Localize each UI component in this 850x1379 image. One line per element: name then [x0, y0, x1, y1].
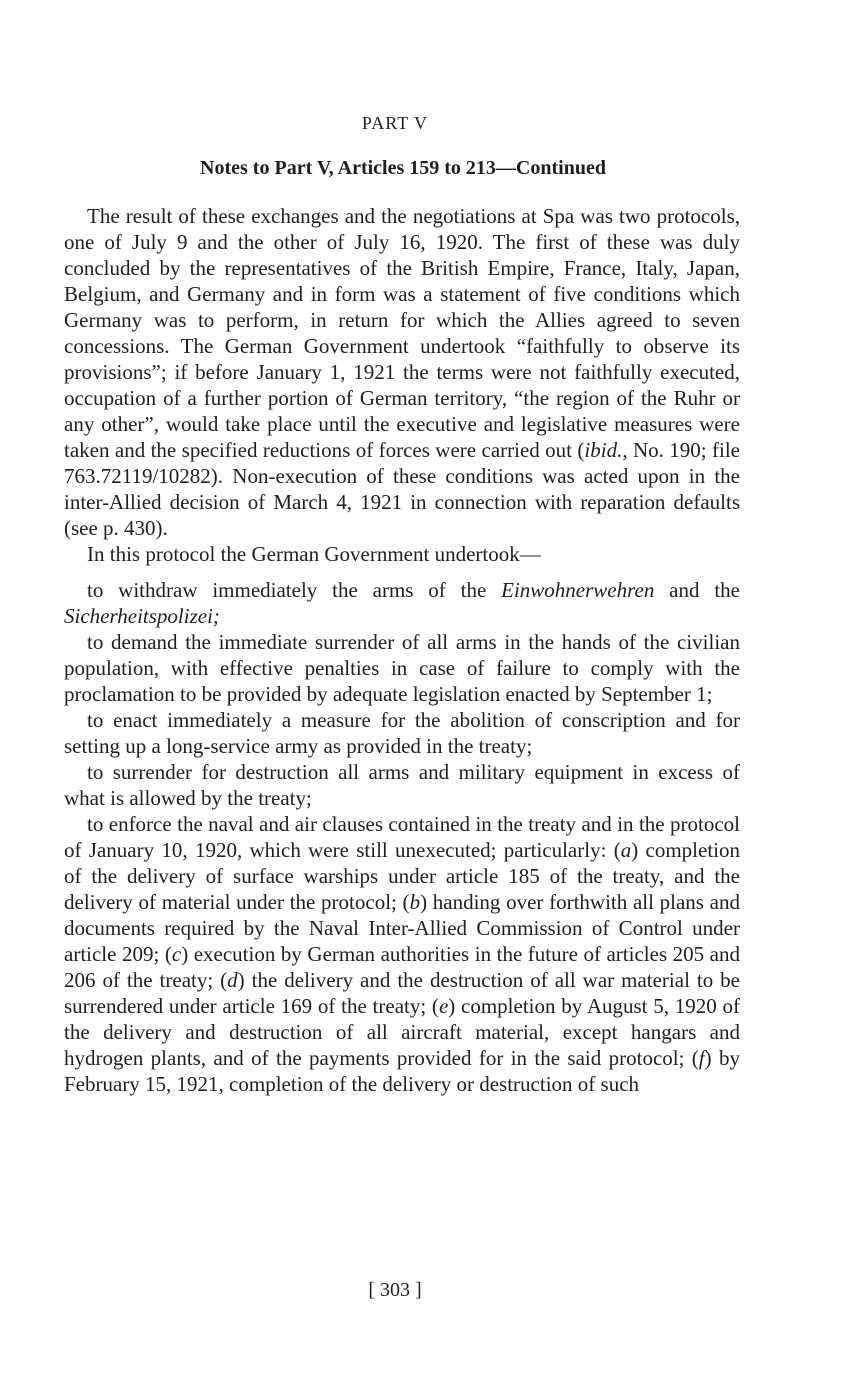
list-item: to withdraw immediately the arms of the Einwohnerwehren and the Sicherheitspolizei;: [64, 578, 740, 628]
list-item: to enforce the naval and air clauses contained in the treaty and in the protocol of January 10, 1920, which were still unexecuted; particularly: (a) completion of the delivery of surface warships under article 185 of the treaty, and the delivery of material under the protocol; (b) handing over forthwith all plans and documents required by the Naval Inter-Allied Commission of Control under article 209; (c) execution by German authorities in the future of articles 205 and 206 of the treaty; (d) the delivery and the destruction of all war material to be surrendered under article 169 of the treaty; (e) completion by August 5, 1920 of the delivery and destruction of all aircraft material, except hangars and hydrogen plants, and of the payments provided for in the said protocol; (f) by February 15, 1921, completion of the delivery or destruction of such: [64, 812, 741, 1096]
paragraph-undertakings-intro: In this protocol the German Government undertook—: [87, 542, 541, 566]
section-subtitle: Notes to Part V, Articles 159 to 213—Continued: [200, 157, 606, 179]
running-head: PART V: [361, 113, 429, 133]
ibid-citation: ibid.: [584, 438, 623, 462]
page-number: [ 303 ]: [368, 1279, 422, 1301]
list-item: to demand the immediate surrender of all arms in the hands of the civilian population, with effective penalties in case of failure to comply with the proclamation to be provided by adequate legislation enacted by September 1;: [64, 630, 740, 706]
paragraph-spa-protocols: The result of these exchanges and the negotiations at Spa was two protocols, one of July 9 and the other of July 16, 1920. The first of these was duly concluded by the representatives of the British Empire, France, Italy, Japan, Belgium, and Germany and in form was a statement of five conditions which Germany was to perform, in return for which the Allies agreed to seven concessions. The German Government undertook “faithfully to observe its provisions”; if before January 1, 1921 the terms were not faithfully executed, occupation of a further portion of German territory, “the region of the Ruhr or any other”, would take place until the executive and legislative measures were taken and the specified reductions of forces were carried out (ibid., No. 190; file 763.72119/10282). Non-execution of these conditions was acted upon in the inter-Allied decision of March 4, 1921 in connection with reparation defaults (see p. 430).: [64, 204, 741, 540]
list-item: to surrender for destruction all arms and military equipment in excess of what is allowed by the treaty;: [64, 760, 740, 810]
body-text: [64, 203, 740, 1097]
list-item: to enact immediately a measure for the abolition of conscription and for setting up a long-service army as provided in the treaty;: [64, 708, 740, 758]
